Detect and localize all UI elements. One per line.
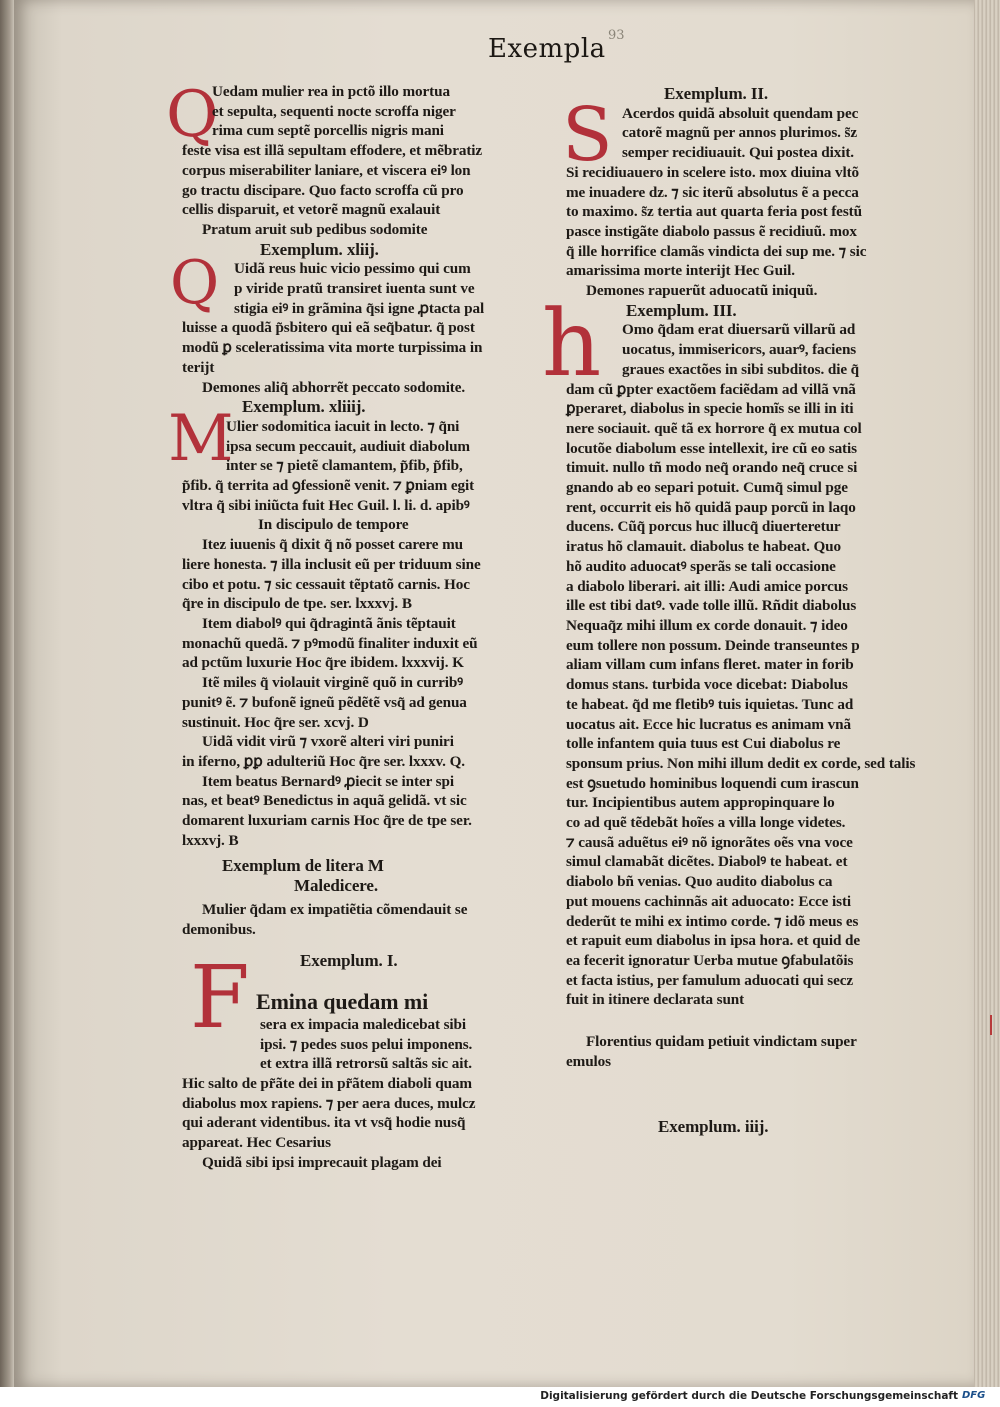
text-line: p viride pratũ transiret iuenta sunt ve	[234, 280, 475, 298]
text-line: nere sociauit. quẽ tã ex horrore q̃ ex mutua col	[566, 419, 862, 437]
text-line: dam cũ ꝑpter exactõem faciẽdam ad villã vnã	[566, 380, 856, 398]
text-line: Acerdos quidã absoluit quendam pec	[622, 104, 859, 122]
text-line: te habeat. q̃d me fletibꝰ tuis iquietas. Tunc ad	[566, 695, 854, 713]
text-line: Item beatus Bernardꝰ ꝓiecit se inter spi	[202, 772, 454, 790]
text-line: pasce instigãte diabolo passus ẽ recidiuũ. mox	[566, 222, 857, 240]
text-line: Hic salto de pr̃ãte dei in pr̃ãtem diaboli quam	[182, 1075, 472, 1093]
text-line: to maximo. s̃z tertia aut quarta feria post festũ	[566, 203, 862, 221]
text-line: Uidã vidit virũ ⁊ vxorẽ alteri viri puniri	[202, 733, 454, 751]
text-line: iratus hõ clamauit. diabolus te habeat. Quo	[566, 538, 842, 556]
text-line: tur. Incipientibus autem appropinquare lo	[566, 794, 835, 812]
text-line: sponsum prius. Non mihi illum dedit ex corde, sed talis	[566, 754, 916, 772]
footer-bar	[0, 1387, 1000, 1407]
text-line: Itez iuuenis q̃ dixit q̃ nõ posset carere mu	[202, 536, 464, 554]
right-column	[566, 84, 916, 1137]
initial-q-1: Q	[166, 78, 219, 152]
text-line: domarent luxuriam carnis Hoc q̃re de tpe ser.	[182, 812, 472, 830]
text-line: domus stans. turbida voce dicebat: Diabolus	[566, 676, 848, 694]
heading-maledicere: Maledicere.	[294, 876, 379, 896]
text-line: Omo q̃dam erat diuersarũ villarũ ad	[622, 321, 856, 339]
text-line: amarissima morte interijt Hec Guil.	[566, 262, 795, 280]
text-line: Demones aliq̃ abhorrẽt peccato sodomite.	[202, 378, 466, 396]
text-line: q̃ ille horrifice clamãs vindicta dei sup me. ⁊ sic	[566, 242, 867, 260]
text-line: hõ audito aduocatꝰ sperãs se tali occasione	[566, 557, 836, 575]
text-line: fuit in itinere declarata sunt	[566, 991, 745, 1009]
text-line: gnando ab eo separi potuit. Cumq̃ simul pge	[566, 479, 848, 497]
text-line: a diabolo liberari. ait illi: Audi amice porcus	[566, 577, 848, 595]
text-line: simul clamabãt dicẽtes. Diabolꝰ te habeat. et	[566, 853, 848, 871]
text-line: Uidã reus huic vicio pessimo qui cum	[234, 260, 471, 278]
text-line: diabolo bñ venias. Quo audito diabolus ca	[566, 873, 833, 891]
heading-exemplum-ii: Exemplum. II.	[664, 84, 769, 103]
dfg-logo: DFG	[962, 1390, 986, 1401]
text-line: dederũt te mihi ex intimo corde. ⁊ idõ meus es	[566, 912, 859, 930]
text-line: co ad quẽ tẽdebãt hoĩes a villa longe videtes.	[566, 814, 846, 832]
text-line: rima cum septẽ porcellis nigris mani	[212, 122, 444, 140]
text-line: ducens. Cũq̃ porcus huc illucq̃ diuerteretur	[566, 518, 841, 536]
text-line: ipsa secum peccauit, audiuit diabolum	[226, 437, 470, 455]
text-line: me inuadere dz. ⁊ sic iterũ absolutus ẽ a pecca	[566, 183, 859, 201]
text-line: sustinuit. Hoc q̃re ser. xcvj. D	[182, 713, 369, 731]
text-line: go tractu discipare. Quo facto scroffa cũ pro	[182, 181, 464, 199]
text-line: feste visa est illã sepultam effodere, et mẽbratiz	[182, 142, 483, 160]
text-line: semper recidiuauit. Qui postea dixit.	[622, 144, 854, 162]
text-line: rent, occurrit eis hõ quidã paup porcũ in laqo	[566, 498, 856, 516]
text-line: corpus miserabiliter laniare, et viscera eiꝰ lon	[182, 161, 471, 179]
text-line: Item diabolꝰ qui q̃dragintã ãnis tẽptauit	[202, 614, 456, 632]
initial-q-2: Q	[170, 248, 220, 318]
text-line: Pratum aruit sub pedibus sodomite	[202, 220, 428, 238]
text-line: emulos	[566, 1052, 611, 1070]
text-line: p̃fib. q̃ territa ad ꝯfessionẽ venit. ⁊ ꝑniam egit	[182, 477, 475, 495]
text-line: appareat. Hec Cesarius	[182, 1134, 331, 1152]
heading-exemplum-xliii: Exemplum. xliij.	[260, 239, 379, 259]
running-title: Exempla	[488, 34, 606, 64]
text-line: nas, et beatꝰ Benedictus in aquã gelidã. vt sic	[182, 792, 467, 810]
text-line: catorẽ magnũ per annos plurimos. s̃z	[622, 124, 858, 142]
text-line: timuit. nullo tñ modo neq̃ orando neq̃ cruce si	[566, 459, 858, 477]
text-line: et facta istius, per famulum aduocati qui secz	[566, 971, 854, 989]
text-line: Si recidiuauero in scelere isto. mox diuina vltõ	[566, 163, 860, 181]
initial-f: F	[190, 948, 250, 1048]
text-line: qui aderant videntibus. ita vt vsq̃ hodie nusq̃	[182, 1114, 466, 1132]
margin-ink-mark	[990, 1015, 992, 1035]
funding-credit: Digitalisierung gefördert durch die Deutsche Forschungsgemeinschaft	[540, 1390, 958, 1402]
text-line: locutõe diabolum esse intellexit, ire cũ eo satis	[566, 439, 857, 457]
text-line: cibo et potu. ⁊ sic cessauit tẽptatõ carnis. Hoc	[182, 575, 470, 593]
text-line: in iferno, ꝑꝑ adulteriũ Hoc q̃re ser. lxxxv. Q.	[182, 752, 465, 770]
text-line: est ꝯsuetudo hominibus loquendi cum irascun	[566, 774, 859, 792]
heading-exemplum-iii: Exemplum. III.	[626, 300, 737, 320]
text-line: et extra illã retrorsũ saltãs sic ait.	[260, 1055, 473, 1073]
text-line: uocatus ait. Ecce hic lucratus es animam vnã	[566, 715, 851, 733]
text-line-large: Emina quedam mi	[256, 988, 429, 1014]
text-line: ea fecerit ignoratur Uerba mutue ꝯfabulatõis	[566, 951, 854, 969]
left-column	[182, 82, 542, 1173]
text-line: diabolus mox rapiens. ⁊ per aera duces, mulcz	[182, 1094, 476, 1112]
text-line: tolle infantem quia tuus est Cui diabolus re	[566, 735, 841, 753]
text-line: graues exactões in sibi subditos. die q̃	[622, 360, 860, 378]
text-line: put mouens cachinnãs ait aduocato: Ecce isti	[566, 892, 852, 910]
heading-exemplum-i: Exemplum. I.	[300, 951, 398, 971]
page-edges	[974, 0, 1000, 1387]
text-line: Quidã sibi ipsi imprecauit plagam dei	[202, 1153, 442, 1171]
folio-number: 93	[608, 28, 625, 43]
text-line: luisse a quodã p̃sbitero qui eã seq̃batur. q̃ post	[182, 319, 475, 337]
text-line: q̃re in discipulo de tpe. ser. lxxxvj. B	[182, 595, 412, 613]
text-line: Demones rapuerũt aduocatũ iniquũ.	[586, 282, 818, 300]
text-line: ille est tibi datꝰ. vade tolle illũ. Rñdit diabolus	[566, 597, 857, 615]
text-line: monachũ quedã. ⁊ pꝰmodũ finaliter induxit eũ	[182, 634, 478, 652]
initial-s: S	[562, 92, 613, 178]
text-line: lxxxvj. B	[182, 831, 239, 849]
text-line: vltra q̃ sibi iniũcta fuit Hec Guil. l. li. d. apibꝰ	[182, 496, 470, 514]
heading-exemplum-litera-m: Exemplum de litera M	[222, 856, 384, 876]
text-line: punitꝰ ẽ. ⁊ bufonẽ igneũ pẽdẽtẽ vsq̃ ad genua	[182, 693, 467, 711]
text-line: inter se ⁊ pietẽ clamantem, p̃fib, p̃fib,	[226, 457, 463, 475]
initial-m: M	[168, 402, 234, 476]
text-line: et sepulta, sequenti nocte scroffa niger	[212, 102, 456, 120]
text-line: terijt	[182, 358, 215, 376]
text-line: Itẽ miles q̃ violauit virginẽ quõ in curribꝰ	[202, 674, 463, 692]
text-line: Nequaq̃z mihi illum ex corde donauit. ⁊ ideo	[566, 616, 848, 634]
book-binding	[0, 0, 14, 1387]
text-line: ⁊ causã aduẽtus eiꝰ nõ ignorãtes oẽs vna voce	[566, 833, 853, 851]
text-line: stigia eiꝰ in grãmina q̃si igne ꝓtacta pal	[234, 299, 485, 317]
text-line: uocatus, immisericors, auarꝰ, faciens	[622, 341, 857, 359]
text-line: demonibus.	[182, 920, 256, 938]
text-line: ad pctũm luxurie Hoc q̃re ibidem. lxxxvij. K	[182, 654, 464, 672]
text-line: aliam villam cum infans fleret. mater in forib	[566, 656, 854, 674]
text-line: sera ex impacia maledicebat sibi	[260, 1015, 467, 1033]
initial-h: h	[542, 290, 602, 397]
text-line: cellis disparuit, et vetorẽ magnũ exalauit	[182, 201, 441, 219]
text-line: Ulier sodomitica iacuit in lecto. ⁊ q̃ni	[226, 417, 460, 435]
text-line: Uedam mulier rea in pctõ illo mortua	[212, 83, 450, 100]
heading-exemplum-xliiii: Exemplum. xliiij.	[242, 397, 366, 417]
text-line: ꝑperaret, diabolus in specie homĩs se illi in iti	[566, 400, 854, 418]
text-line: Florentius quidam petiuit vindictam super	[586, 1033, 857, 1051]
text-line: ipsi. ⁊ pedes suos pelui imponens.	[260, 1035, 473, 1053]
text-line: eum tollere non possum. Deinde transeuntes p	[566, 636, 860, 654]
text-line: et rapuit eum diabolus in ipsa hora. et quid de	[566, 932, 861, 950]
text-line: liere honesta. ⁊ illa inclusit eũ per triduum sine	[182, 555, 481, 573]
text-line: Mulier q̃dam ex impatiẽtia cõmendauit se	[202, 900, 468, 918]
text-line: In discipulo de tempore	[258, 516, 409, 534]
text-line: modũ ꝑ sceleratissima vita morte turpissima in	[182, 339, 483, 357]
heading-exemplum-iiii: Exemplum. iiij.	[658, 1117, 769, 1137]
